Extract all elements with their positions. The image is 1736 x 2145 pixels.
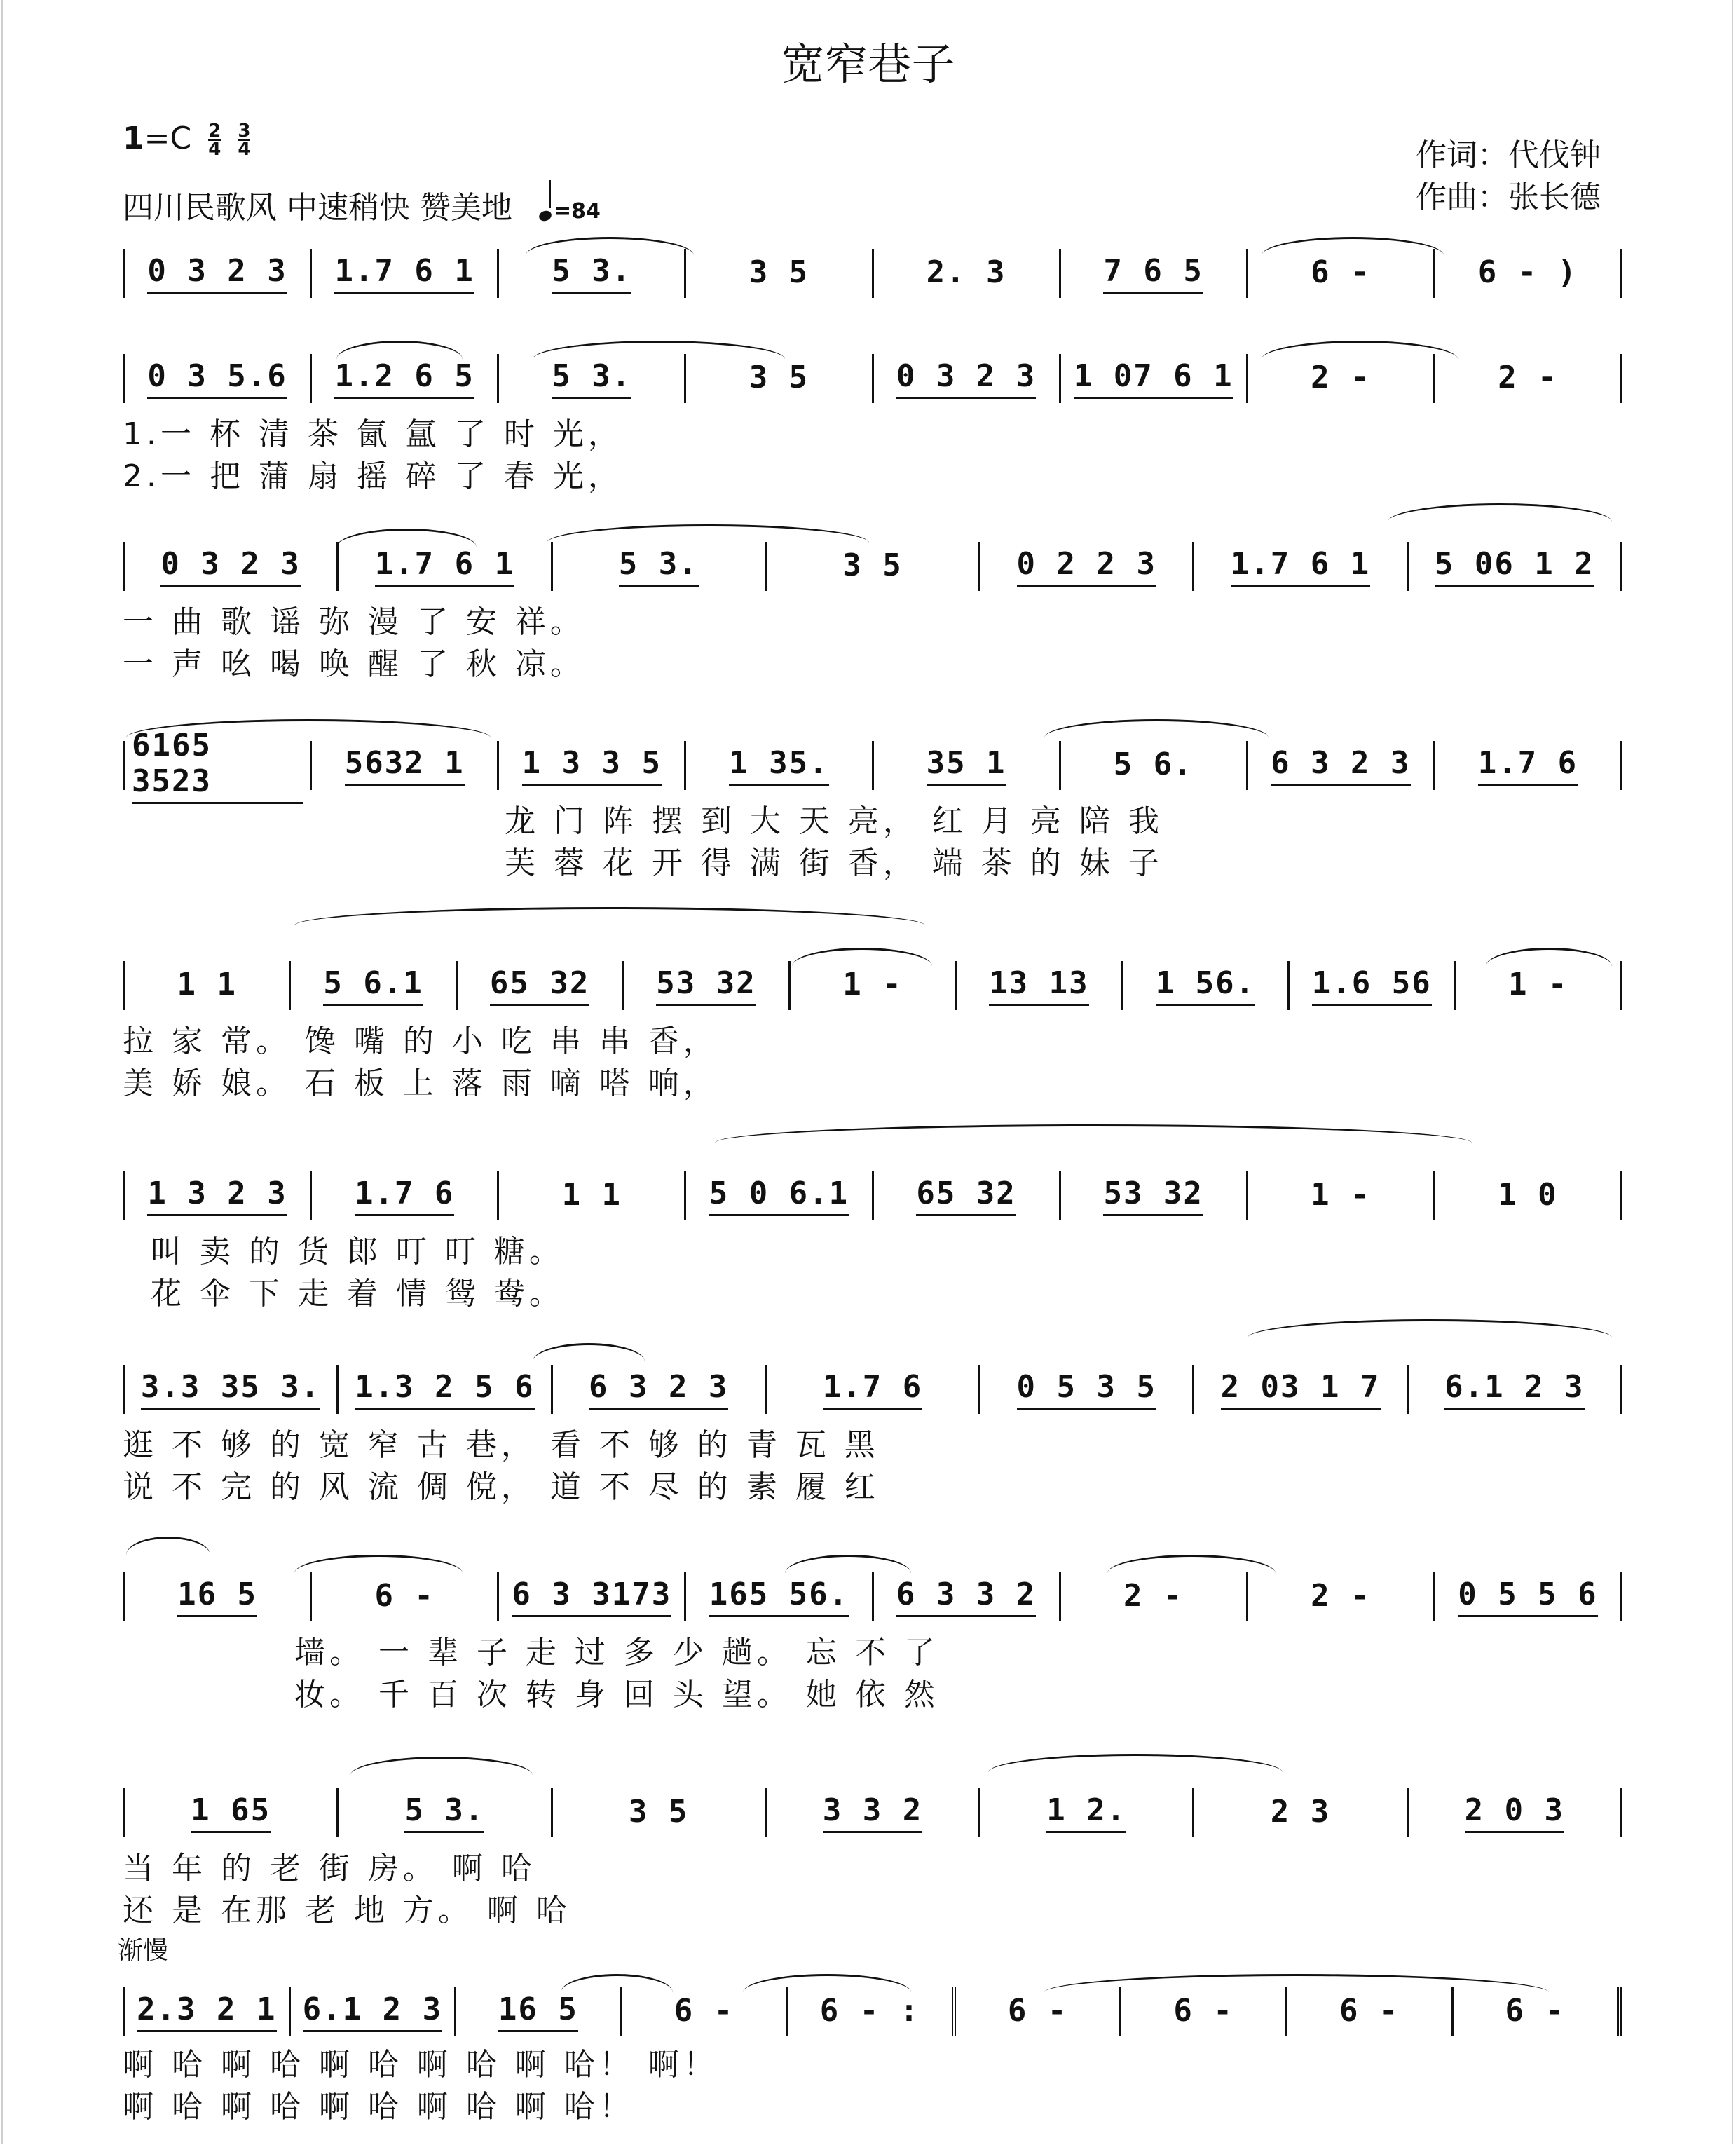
slur	[1486, 948, 1612, 985]
measure: 5 3.	[553, 542, 767, 591]
measure: 1 3 2 3	[123, 1171, 312, 1220]
measure: 1.7 6 1	[1194, 542, 1408, 591]
lyric-line-2: 还 是 在那 老 地 方。 啊 哈	[123, 1893, 571, 1928]
measure: 2 -	[1248, 354, 1435, 403]
lyric-line-2: 说 不 完 的 风 流 倜 傥， 道 不 尽 的 素 履 红	[123, 1469, 880, 1505]
measure: 5632 1	[312, 741, 499, 790]
measure: 2 3	[1194, 1788, 1408, 1837]
measure: 1 65	[123, 1788, 339, 1837]
measure: 6 3 2 3	[1248, 741, 1435, 790]
measure: 3 5	[553, 1788, 767, 1837]
measure: 65 32	[458, 961, 624, 1010]
time-signature-1: $\frac{2}{4}$	[208, 121, 221, 160]
slur	[1044, 719, 1269, 756]
lyric-line-1: 逛 不 够 的 宽 窄 古 巷， 看 不 够 的 青 瓦 黑	[123, 1427, 880, 1463]
measure: 0 3 2 3	[123, 249, 312, 298]
slur	[1107, 1555, 1276, 1592]
measure: 1 56.	[1123, 961, 1290, 1010]
slur	[547, 524, 869, 561]
measure: 3 5	[686, 354, 873, 403]
measure: 1.7 6	[767, 1365, 980, 1414]
lyrics-row-9	[123, 2044, 1622, 2128]
slur	[743, 1974, 911, 2011]
slur	[561, 1974, 673, 2011]
measure: 5 3.	[339, 1788, 552, 1837]
slur	[1248, 1319, 1612, 1356]
slur	[294, 907, 925, 944]
song-title: 宽窄巷子	[781, 39, 955, 90]
measure: 3.3 35 3.	[123, 1365, 339, 1414]
measure: 1 07 6 1	[1061, 354, 1248, 403]
slur	[533, 341, 785, 378]
measure-final: 6 -	[1454, 1987, 1623, 2036]
slur	[336, 529, 477, 566]
credits	[1416, 135, 1601, 219]
style-text: 四川民歌风 中速稍快 赞美地	[123, 190, 512, 226]
slur	[126, 719, 491, 756]
measure: 65 32	[874, 1171, 1061, 1220]
slur	[336, 341, 463, 378]
measure: 1 3 3 5	[499, 741, 686, 790]
measure: 1 -	[791, 961, 957, 1010]
lyric-line-1: 墙。 一 辈 子 走 过 多 少 趟。 忘 不 了	[294, 1635, 939, 1670]
measure: 1.7 6	[312, 1171, 499, 1220]
measure: 1 0	[1435, 1171, 1622, 1220]
ritardando-label: 渐慢	[118, 1936, 169, 1965]
measure: 1 2.	[980, 1788, 1194, 1837]
lyricist: 作词：代伐钟	[1416, 137, 1601, 173]
measure: 3 5	[686, 249, 873, 298]
measure: 2 0 3	[1409, 1788, 1622, 1837]
tempo-mark: =84	[539, 190, 601, 224]
slur	[1388, 503, 1612, 540]
measure: 35 1	[874, 741, 1061, 790]
measure: 5 6.1	[291, 961, 457, 1010]
measure: 53 32	[624, 961, 790, 1010]
measure: 6 -	[1248, 249, 1435, 298]
slur	[126, 1537, 210, 1574]
style-line	[123, 182, 601, 227]
measure: 0 5 5 6	[1435, 1572, 1622, 1621]
measure: 2 -	[1061, 1572, 1248, 1621]
measure: 6 -	[312, 1572, 499, 1621]
slur	[988, 1754, 1283, 1791]
measure: 5 3.	[499, 354, 686, 403]
lyric-line-2: 美 娇 娘。 石 板 上 落 雨 嘀 嗒 响，	[123, 1065, 718, 1101]
lyric-line-1: 拉 家 常。 馋 嘴 的 小 吃 串 串 香，	[123, 1023, 718, 1059]
time-signature-2: $\frac{3}{4}$	[238, 121, 251, 160]
measure: 2 -	[1435, 354, 1622, 403]
lyric-line-2: 妆。 千 百 次 转 身 回 头 望。 她 依 然	[294, 1677, 939, 1712]
key-rest: =C	[144, 121, 192, 156]
measure: 2.3 2 1	[123, 1987, 291, 2036]
lyric-line-2: 花 伞 下 走 着 情 鸳 鸯。	[151, 1276, 564, 1312]
key-signature	[123, 121, 250, 158]
measure: 6165 3523	[123, 741, 312, 790]
lyric-line-1: 啊 哈 啊 哈 啊 哈 啊 哈 啊 哈！ 啊！	[123, 2047, 718, 2083]
lyric-line-1: 当 年 的 老 街 房。 啊 哈	[123, 1851, 536, 1886]
measure: 3 3 2	[767, 1788, 980, 1837]
measure: 13 13	[957, 961, 1123, 1010]
measure: 1 -	[1248, 1171, 1435, 1220]
quarter-note-icon	[538, 209, 553, 222]
key-one: 1	[123, 121, 144, 156]
measure: 6 3 2 3	[553, 1365, 767, 1414]
lyric-line-2: 2.一 把 蒲 扇 摇 碎 了 春 光，	[123, 458, 623, 494]
measure: 7 6 5	[1061, 249, 1248, 298]
lyrics-row-7	[294, 1632, 1626, 1716]
measure-repeat-end: 6 - :	[788, 1987, 956, 2036]
lyrics-row-4	[123, 1021, 1622, 1105]
slur	[785, 1555, 911, 1592]
measure: 1 -	[1456, 961, 1622, 1010]
measure: 6 3 3173	[499, 1572, 686, 1621]
measure: 6 -	[1121, 1987, 1287, 2036]
lyric-line-1: 叫 卖 的 货 郎 叮 叮 糖。	[151, 1234, 564, 1269]
measure: 1.7 6 1	[312, 249, 499, 298]
measure: 3 5	[767, 542, 980, 591]
measure: 6.1 2 3	[291, 1987, 457, 2036]
measure: 5 6.	[1061, 741, 1248, 790]
measure: 1.7 6 1	[339, 542, 552, 591]
lyrics-row-3	[505, 801, 1626, 885]
lyric-line-1: 龙 门 阵 摆 到 大 天 亮， 红 月 亮 陪 我	[505, 803, 1163, 839]
measure: 0 3 2 3	[123, 542, 339, 591]
slur	[526, 237, 694, 274]
slur	[792, 948, 932, 985]
lyric-line-2: 啊 哈 啊 哈 啊 哈 啊 哈 啊 哈！	[123, 2089, 634, 2125]
measure: 2 -	[1248, 1572, 1435, 1621]
measure: 6.1 2 3	[1409, 1365, 1622, 1414]
measure: 16 5	[123, 1572, 312, 1621]
measure: 6 - )	[1435, 249, 1622, 298]
measure: 2. 3	[874, 249, 1061, 298]
slur	[1262, 237, 1444, 274]
measure: 0 2 2 3	[980, 542, 1194, 591]
measure: 6 3 3 2	[874, 1572, 1061, 1621]
measure: 1 1	[499, 1171, 686, 1220]
lyric-line-1: 一 曲 歌 谣 弥 漫 了 安 祥。	[123, 604, 585, 640]
measure: 165 56.	[686, 1572, 873, 1621]
lyrics-row-2	[123, 601, 1622, 686]
measure: 1.6 56	[1290, 961, 1456, 1010]
slur	[350, 1757, 533, 1794]
measure: 5 0 6.1	[686, 1171, 873, 1220]
slur	[533, 1343, 645, 1380]
lyrics-row-6	[123, 1424, 1622, 1509]
measure: 5 3.	[499, 249, 686, 298]
measure: 1 1	[123, 961, 291, 1010]
slur	[1044, 1974, 1549, 2011]
slur	[294, 1555, 463, 1592]
measures-row-6	[123, 1361, 1622, 1417]
measures-row-8	[123, 1785, 1622, 1841]
lyrics-row-8	[123, 1848, 1622, 1932]
measure: 1.2 6 5	[312, 354, 499, 403]
lyric-line-2: 芙 蓉 花 开 得 满 街 香， 端 茶 的 妹 子	[505, 845, 1163, 881]
measure: 6 -	[622, 1987, 788, 2036]
composer: 作曲：张长德	[1416, 179, 1601, 215]
measure: 0 5 3 5	[980, 1365, 1194, 1414]
measure: 6 -	[1287, 1987, 1454, 2036]
measure: 0 3 2 3	[874, 354, 1061, 403]
measure: 2 03 1 7	[1194, 1365, 1408, 1414]
slur	[715, 1124, 1472, 1162]
lyrics-row-5	[151, 1231, 1650, 1315]
measure: 1.7 6	[1435, 741, 1622, 790]
measure: 53 32	[1061, 1171, 1248, 1220]
lyric-line-2: 一 声 吆 喝 唤 醒 了 秋 凉。	[123, 646, 585, 682]
measures-row-5	[123, 1168, 1622, 1224]
slur	[1262, 341, 1458, 378]
measure: 5 06 1 2	[1409, 542, 1622, 591]
measure: 1 35.	[686, 741, 873, 790]
measure: 16 5	[456, 1987, 622, 2036]
measure: 0 3 5.6	[123, 354, 312, 403]
lyrics-row-1	[123, 414, 1622, 498]
lyric-line-1: 1.一 杯 清 茶 氤 氲 了 时 光，	[123, 416, 623, 452]
measure: 1.3 2 5 6	[339, 1365, 552, 1414]
measure: 6 -	[956, 1987, 1122, 2036]
